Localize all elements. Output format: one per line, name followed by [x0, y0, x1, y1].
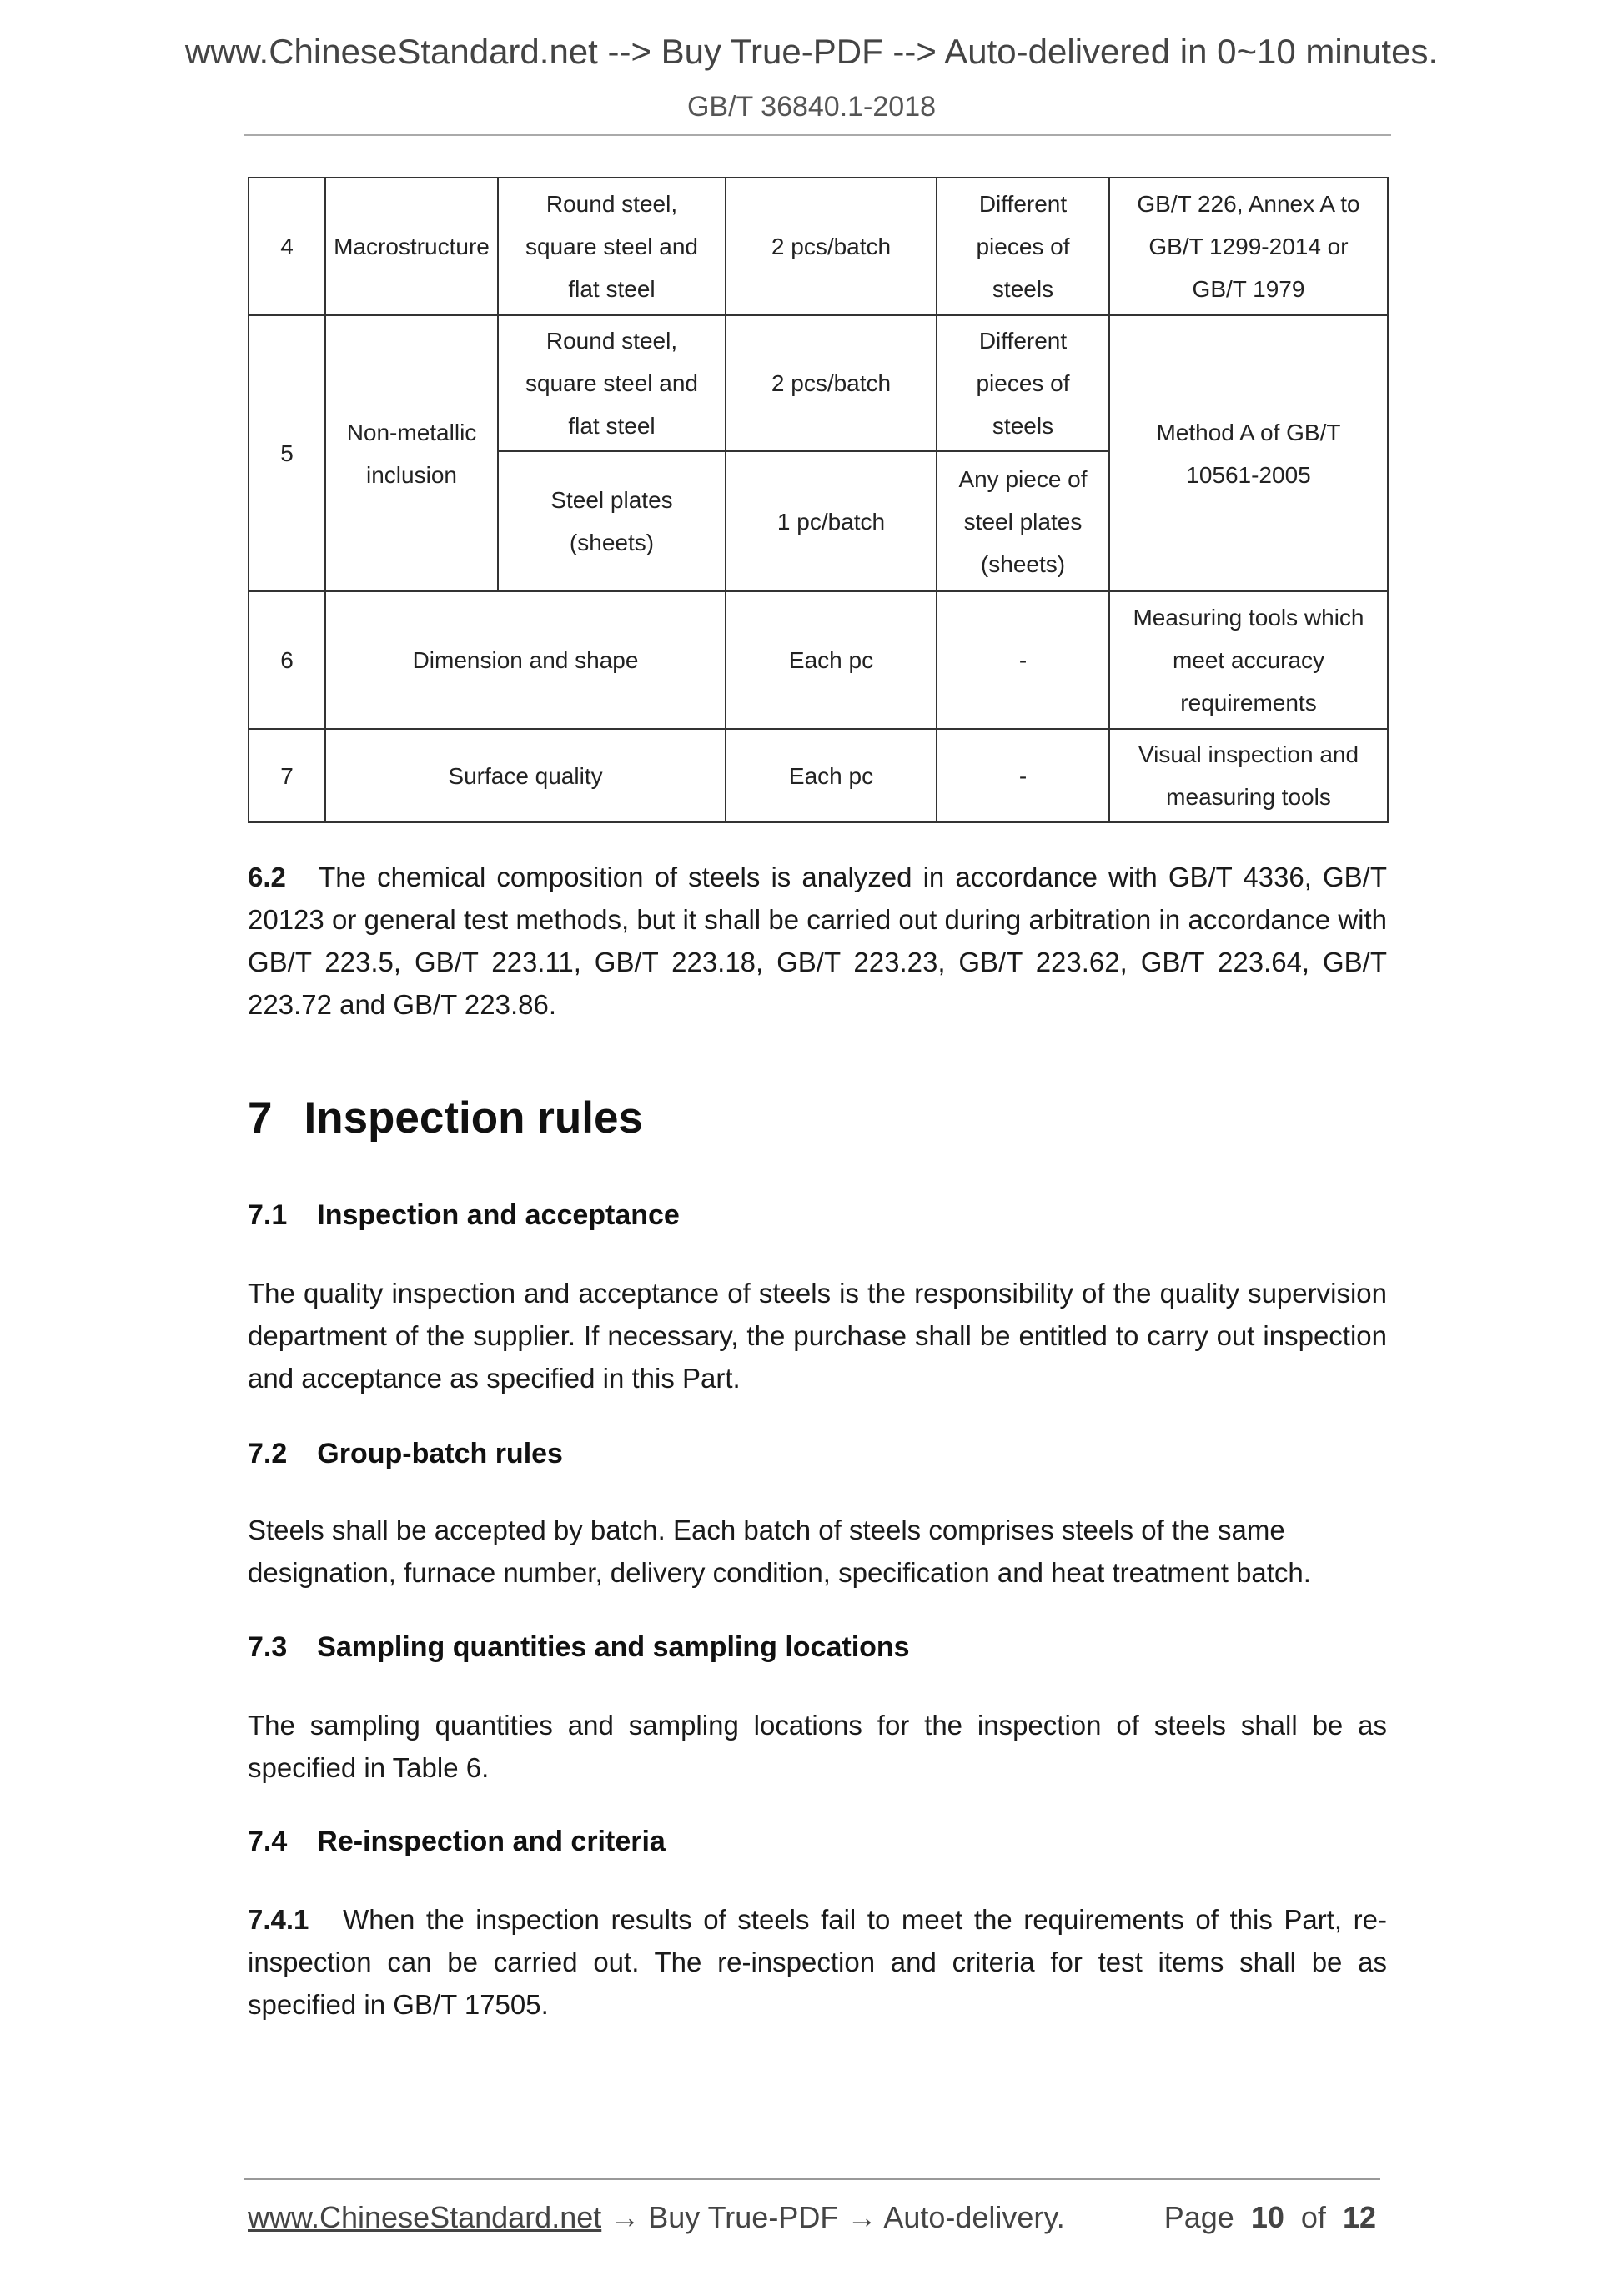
cell-item: Surface quality	[325, 729, 726, 822]
cell-location: Different pieces of steels	[937, 315, 1109, 451]
cell-item: Dimension and shape	[325, 591, 726, 729]
clause-7-4-1	[248, 1898, 1387, 2026]
cell-no: 7	[249, 729, 325, 822]
cell-location: -	[937, 729, 1109, 822]
cell-product: Round steel, square steel and flat steel	[498, 178, 726, 315]
cell-qty: Each pc	[726, 729, 937, 822]
section-number: 7	[248, 1093, 273, 1143]
cell-qty: 2 pcs/batch	[726, 178, 937, 315]
footer-text	[248, 2200, 1065, 2235]
cell-method: Measuring tools which meet accuracy requirements	[1109, 591, 1388, 729]
cell-qty: Each pc	[726, 591, 937, 729]
clause-6-2	[248, 856, 1387, 1026]
heading-title: Re-inspection and criteria	[317, 1826, 666, 1857]
heading-title: Inspection and acceptance	[317, 1199, 680, 1231]
heading-7-4	[248, 1826, 666, 1858]
heading-7-2	[248, 1438, 563, 1470]
cell-no: 6	[249, 591, 325, 729]
cell-location: Different pieces of steels	[937, 178, 1109, 315]
of-label: of	[1300, 2200, 1326, 2234]
cell-product: Round steel, square steel and flat steel	[498, 315, 726, 451]
cell-method: Visual inspection and measuring tools	[1109, 729, 1388, 822]
table-row	[249, 729, 1388, 822]
heading-7-1	[248, 1199, 680, 1232]
cell-method: GB/T 226, Annex A to GB/T 1299-2014 or GB/T 1979	[1109, 178, 1388, 315]
header-standard-number: GB/T 36840.1-2018	[686, 91, 937, 123]
clause-text: The chemical composition of steels is analyzed in accordance with GB/T 4336, GB/T 20123 or general test methods, but it shall be carried out during arbitration in accordance with GB/T 223.5, GB/T 223.11, GB/T 223.18, GB/T 223.23, GB/T 223.62, GB/T 223.64, GB/T 223.72 and GB/T 223.86.	[248, 862, 1387, 1020]
cell-product: Steel plates (sheets)	[498, 451, 726, 591]
cell-item: Macrostructure	[325, 178, 498, 315]
cell-location: -	[937, 591, 1109, 729]
section-title: Inspection rules	[304, 1093, 643, 1143]
heading-title: Group-batch rules	[317, 1438, 563, 1470]
footer-link[interactable]: www.ChineseStandard.net	[248, 2200, 602, 2234]
paragraph-7-1: The quality inspection and acceptance of steels is the responsibility of the quality supervision department of the supplier. If necessary, the purchase shall be entitled to carry out inspection and acceptance as specified in this Part.	[248, 1278, 1387, 1394]
table-row	[249, 315, 1388, 451]
cell-qty: 1 pc/batch	[726, 451, 937, 591]
table-row	[249, 591, 1388, 729]
heading-number: 7.1	[248, 1199, 288, 1231]
heading-number: 7.2	[248, 1438, 288, 1470]
cell-no: 4	[249, 178, 325, 315]
cell-method: Method A of GB/T 10561-2005	[1109, 315, 1388, 591]
cell-qty: 2 pcs/batch	[726, 315, 937, 451]
footer-tagline: → Buy True-PDF → Auto-delivery.	[601, 2200, 1065, 2234]
page-indicator	[1164, 2200, 1376, 2235]
page-label: Page	[1163, 2200, 1234, 2234]
clause-text: When the inspection results of steels fail to meet the requirements of this Part, re-inspection can be carried out. The re-inspection and criteria for test items shall be as specified in GB/T 17505.	[248, 1904, 1387, 2020]
cell-location: Any piece of steel plates (sheets)	[937, 451, 1109, 591]
page-number: 10	[1250, 2200, 1284, 2234]
heading-number: 7.3	[248, 1631, 288, 1663]
paragraph-7-3: The sampling quantities and sampling locations for the inspection of steels shall be as specified in Table 6.	[248, 1710, 1387, 1783]
section-heading-7	[248, 1093, 643, 1143]
cell-item: Non-metallic inclusion	[325, 315, 498, 591]
header-divider	[244, 134, 1391, 136]
table-row	[249, 178, 1388, 315]
paragraph-7-2: Steels shall be accepted by batch. Each batch of steels comprises steels of the same designation, furnace number, delivery condition, specification and heat treatment batch.	[248, 1515, 1311, 1588]
clause-number: 6.2	[248, 862, 286, 892]
cell-no: 5	[249, 315, 325, 591]
header-banner: www.ChineseStandard.net --> Buy True-PDF --> Auto-delivered in 0~10 minutes.	[184, 32, 1439, 71]
footer-divider	[244, 2178, 1380, 2180]
clause-number: 7.4.1	[248, 1904, 309, 1935]
inspection-table	[248, 177, 1389, 823]
heading-number: 7.4	[248, 1826, 288, 1857]
page-total: 12	[1342, 2200, 1376, 2234]
heading-7-3	[248, 1631, 910, 1664]
heading-title: Sampling quantities and sampling locations	[317, 1631, 910, 1663]
